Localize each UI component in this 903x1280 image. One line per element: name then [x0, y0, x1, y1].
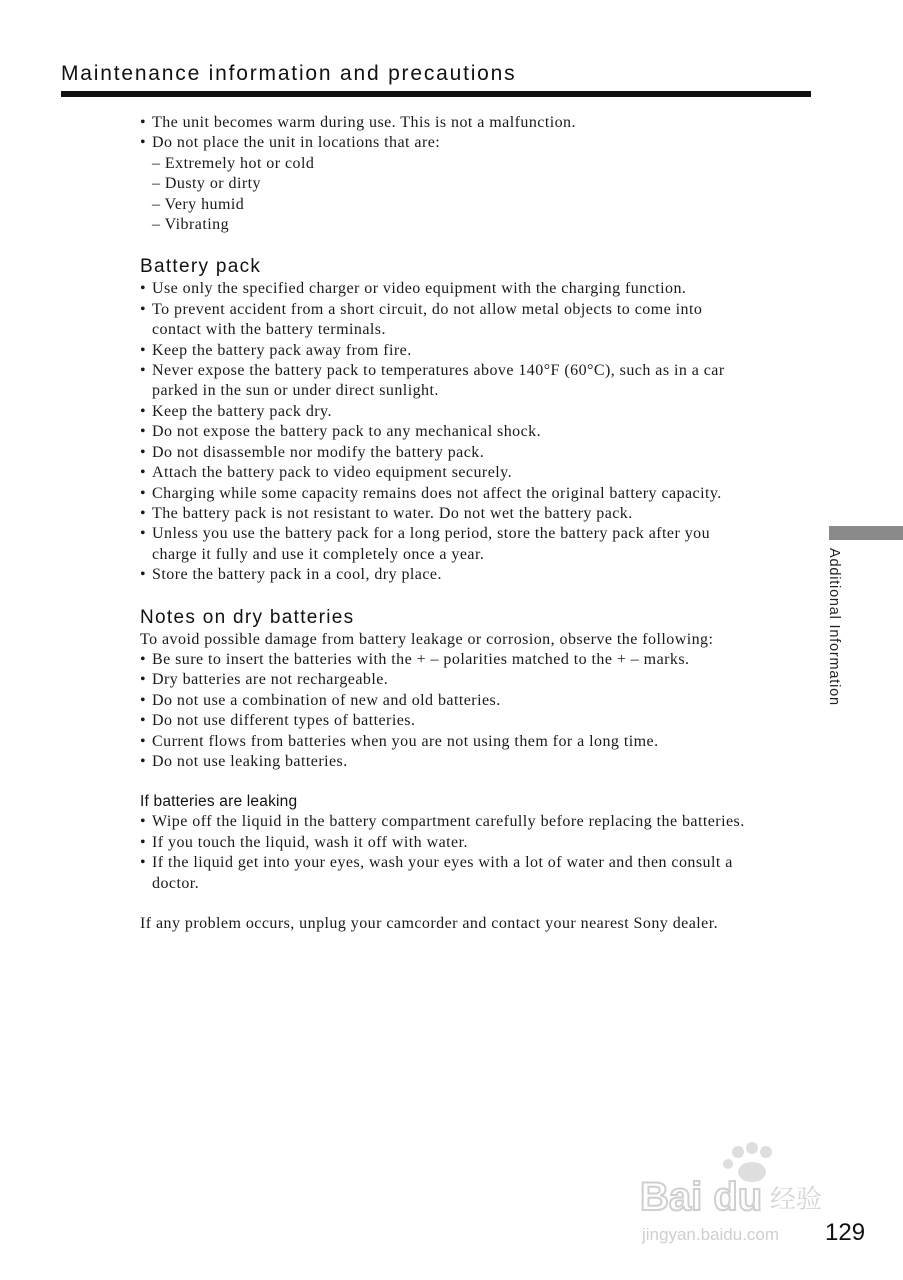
title-rule — [61, 91, 811, 97]
bullet-icon: • — [140, 484, 147, 502]
bullet-icon: • — [140, 712, 147, 730]
section-heading-battery-pack: Battery pack — [140, 256, 262, 278]
bullet-icon: • — [140, 423, 147, 441]
list-item: • To prevent accident from a short circuit, do not allow metal objects to come into contact with the battery terminals. — [140, 300, 820, 341]
closing-note: If any problem occurs, unplug your camcorder and contact your nearest Sony dealer. — [140, 915, 719, 932]
bullet-icon: • — [140, 833, 147, 851]
bullet-icon: • — [140, 464, 147, 482]
bullet-icon: • — [140, 566, 147, 584]
section-tab-marker — [829, 526, 903, 540]
list-item: • If you touch the liquid, wash it off with water. — [140, 833, 820, 853]
spacer — [140, 894, 820, 914]
bullet-icon: • — [140, 752, 147, 770]
list-item: • Unless you use the battery pack for a long period, store the battery pack after you charge it fully and use it completely once a year. — [140, 524, 820, 565]
svg-text:Bai du: Bai du — [640, 1175, 763, 1219]
bullet-icon: • — [140, 280, 147, 298]
bullet-icon: • — [140, 300, 147, 318]
page-number: 129 — [825, 1219, 866, 1246]
section-intro: To avoid possible damage from battery leakage or corrosion, observe the following: — [140, 630, 714, 648]
list-item: • Keep the battery pack away from fire. — [140, 341, 820, 361]
list-item: • Keep the battery pack dry. — [140, 402, 820, 422]
baidu-watermark-logo — [640, 1140, 850, 1250]
list-item: • The battery pack is not resistant to water. Do not wet the battery pack. — [140, 504, 820, 524]
bullet-icon: • — [140, 443, 147, 461]
bullet-icon: • — [140, 732, 147, 750]
section-side-label: Additional Information — [826, 548, 842, 706]
list-item: • Current flows from batteries when you are not using them for a long time. — [140, 732, 820, 752]
sub-list-item: – Vibrating — [152, 216, 230, 234]
bullet-icon: • — [140, 813, 147, 831]
bullet-icon: • — [140, 341, 147, 359]
list-item: • Store the battery pack in a cool, dry place. — [140, 565, 820, 585]
list-item: • Never expose the battery pack to temperatures above 140°F (60°C), such as in a car parked in the sun or under direct sunlight. — [140, 361, 820, 402]
list-item: • Do not use a combination of new and old batteries. — [140, 691, 820, 711]
svg-text:jingyan.baidu.com: jingyan.baidu.com — [642, 1225, 780, 1244]
list-item: • Dry batteries are not rechargeable. — [140, 670, 820, 690]
bullet-icon: • — [140, 671, 147, 689]
section-heading-dry-batteries: Notes on dry batteries — [140, 606, 355, 628]
bullet-icon: • — [140, 525, 147, 543]
bullet-icon: • — [140, 362, 147, 380]
bullet-icon: • — [140, 854, 147, 872]
bullet-icon: • — [140, 650, 147, 668]
svg-text:经验: 经验 — [770, 1185, 823, 1215]
list-item: • The unit becomes warm during use. This is not a malfunction. — [140, 113, 820, 133]
list-item: • Do not use leaking batteries. — [140, 752, 820, 772]
sub-list-item: – Dusty or dirty — [152, 175, 261, 193]
subsection-heading-leaking: If batteries are leaking — [140, 793, 298, 811]
bullet-icon: • — [140, 691, 147, 709]
bullet-icon: • — [140, 114, 147, 131]
bullet-icon: • — [140, 134, 147, 152]
list-item: • Do not disassemble nor modify the battery pack. — [140, 443, 820, 463]
bullet-icon: • — [140, 504, 147, 522]
list-item: • Charging while some capacity remains does not affect the original battery capacity. — [140, 484, 820, 504]
sub-list-item: – Very humid — [152, 195, 245, 213]
bullet-icon: • — [140, 402, 147, 420]
page-content — [140, 113, 820, 934]
list-item: • Be sure to insert the batteries with the + – polarities matched to the + – marks. — [140, 650, 820, 670]
list-item: • Do not place the unit in locations that are: — [140, 133, 820, 153]
list-item: • Do not expose the battery pack to any mechanical shock. — [140, 422, 820, 442]
list-item: • Attach the battery pack to video equipment securely. — [140, 463, 820, 483]
page-title: Maintenance information and precautions — [61, 62, 517, 85]
list-item: • Do not use different types of batteries. — [140, 711, 820, 731]
list-item: • If the liquid get into your eyes, wash your eyes with a lot of water and then consult a doctor. — [140, 853, 820, 894]
sub-list-item: – Extremely hot or cold — [152, 154, 315, 172]
list-item: • Use only the specified charger or video equipment with the charging function. — [140, 279, 820, 299]
list-item: • Wipe off the liquid in the battery compartment carefully before replacing the batteries. — [140, 812, 820, 832]
